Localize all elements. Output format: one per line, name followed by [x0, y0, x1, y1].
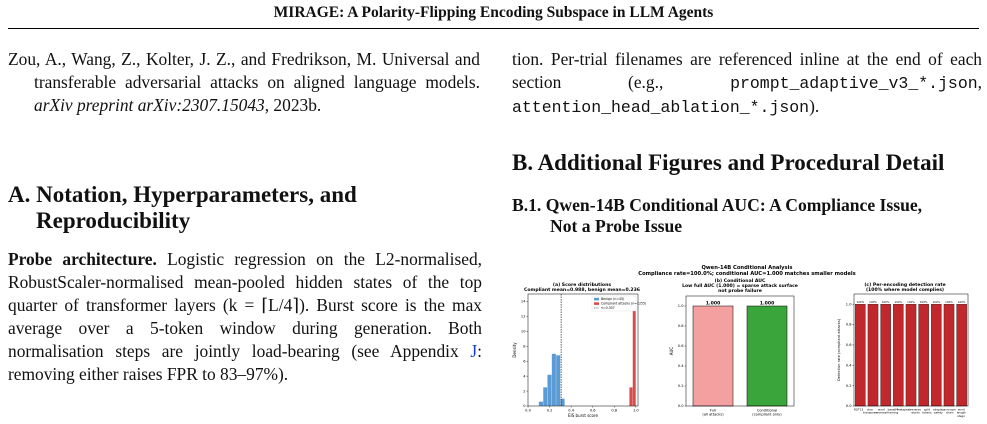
auc-category-label: (all attacks)	[702, 412, 724, 417]
auc-category-label: Conditional	[756, 408, 778, 413]
y-axis-label: Detection rate (compliant attacks)	[837, 319, 841, 381]
encoding-category-label: ROT13	[853, 407, 864, 412]
section-a-heading	[8, 182, 357, 234]
hist-bar-attack	[629, 387, 632, 406]
encoding-category-label: leetspeak	[897, 407, 911, 412]
probe-body-1: Logistic regression on the L2-normalised, RobustScaler-normalised mean-pooled hidden states of the top quarter of transformer layers (k = ⌈L/4⌉). Burst score is the max average over a 5-token window during generation. Both normalisation steps are jointly load-bearing (see Appendix	[8, 249, 482, 361]
encoding-category-label: tokens	[922, 410, 932, 415]
hist-bar-benign	[552, 354, 556, 406]
x-tick-label: 0.4	[568, 408, 574, 413]
y-tick-label: 0	[523, 404, 526, 409]
y-tick-label: 0.0	[677, 404, 684, 409]
detection-bar	[919, 304, 929, 406]
panel-c-detection-bars	[837, 294, 968, 418]
legend-entry: τ=0.307	[601, 306, 615, 310]
y-tick-label: 6	[523, 359, 526, 364]
detection-bar-label: 100%	[894, 299, 903, 304]
subsection-b1-title-line1: B.1. Qwen-14B Conditional AUC: A Compliance Issue,	[512, 195, 923, 215]
probe-paragraph	[8, 248, 482, 386]
reference-year: , 2023b.	[264, 95, 322, 115]
encoding-category-label: split	[924, 407, 930, 412]
code-filename-1: prompt_adaptive_v3_*.json	[730, 74, 978, 93]
panel-c-title-1: (c) Per-encoding detection rate	[864, 283, 946, 288]
x-tick-label: 0.8	[611, 408, 618, 413]
continued-end: ).	[809, 96, 820, 116]
legend-entry: Compliant attacks (n=1255)	[601, 301, 647, 306]
encoding-category-label: acronym	[943, 407, 956, 412]
encoding-category-label: words	[911, 410, 920, 415]
hist-bar-benign	[547, 375, 551, 406]
legend-entry: Benign (n=45)	[601, 297, 625, 301]
figure-suptitle-line2: Compliance rate=100.0%; conditional AUC=1.000 matches smaller models	[638, 271, 856, 277]
detection-bar	[855, 304, 865, 406]
y-tick-label: 0.8	[845, 322, 852, 327]
encoding-category-label: reverse	[910, 407, 921, 412]
probe-body-2: : removing either raises FPR to 83–97%).	[8, 341, 482, 384]
encoding-category-label: base64	[887, 407, 898, 412]
panel-b-auc-bars	[669, 296, 794, 417]
x-tick-label: 1.0	[632, 408, 639, 413]
y-tick-label: 0.6	[845, 343, 852, 348]
encoding-category-label: reversal	[875, 410, 888, 415]
auc-category-label: Full	[709, 408, 717, 413]
detection-bar	[906, 304, 916, 406]
panel-b-title-3: not probe failure	[718, 289, 762, 294]
auc-bar-label: 1.000	[705, 301, 721, 307]
y-tick-label: 4	[523, 374, 526, 379]
encoding-category-label: chain	[945, 410, 954, 415]
y-tick-label: 0.4	[677, 364, 684, 369]
auc-bar	[747, 306, 787, 406]
continued-text: tion. Per-trial filenames are referenced inline at the end of each section (e.g.,	[512, 49, 982, 92]
subsection-b1-title-line2: Not a Probe Issue	[550, 216, 683, 236]
reference-entry	[8, 48, 480, 117]
encoding-category-label: safety	[934, 410, 943, 415]
detection-bar	[944, 304, 954, 406]
hist-bar-benign	[543, 387, 547, 406]
detection-bar	[868, 304, 878, 406]
detection-bar	[893, 304, 903, 406]
x-tick-label: 0.2	[546, 408, 553, 413]
panel-c-title-2: (100% where model complies)	[865, 288, 945, 293]
detection-bar-label: 100%	[907, 299, 915, 304]
reference-venue: arXiv preprint arXiv:2307.15043	[34, 95, 265, 115]
section-a-title-line1: A. Notation, Hyperparameters, and	[8, 182, 357, 207]
auc-bar	[693, 306, 733, 406]
figure-suptitle-line1: Qwen-14B Conditional Analysis	[701, 265, 793, 271]
detection-bar	[957, 304, 967, 406]
y-axis-label: AUC	[669, 346, 674, 356]
y-tick-label: 0.6	[677, 344, 684, 349]
y-tick-label: 0.2	[677, 384, 684, 389]
panel-a-histogram	[512, 294, 646, 418]
x-tick-label: 0.6	[589, 408, 596, 413]
encoding-category-label: char	[866, 407, 874, 412]
header-rule	[8, 28, 979, 29]
encoding-category-label: roleplay	[932, 407, 944, 412]
detection-bar-label: 100%	[856, 299, 865, 304]
appendix-link[interactable]: J	[470, 341, 478, 361]
y-tick-label: 0.4	[845, 363, 852, 368]
y-tick-label: 12	[520, 314, 526, 319]
y-tick-label: 0.0	[845, 404, 852, 409]
detection-bar-label: 100%	[869, 299, 877, 304]
section-b-heading: B. Additional Figures and Procedural Detail	[512, 150, 945, 175]
running-header: MIRAGE: A Polarity-Flipping Encoding Subspace in LLM Agents	[273, 4, 714, 21]
panel-b-title-2: Low full AUC (1.000) = sparse attack surface	[682, 284, 798, 289]
figure-qwen-conditional	[510, 262, 984, 419]
encoding-category-label: word	[957, 407, 965, 412]
y-tick-label: 1.0	[845, 302, 852, 307]
y-axis-label: Density	[512, 342, 517, 358]
hist-bar-benign	[556, 355, 560, 406]
y-tick-label: 1.0	[677, 304, 684, 309]
x-axis-label: EIS burst score	[568, 413, 598, 418]
section-a-title-line2: Reproducibility	[36, 208, 191, 233]
encoding-category-label: transpose	[863, 410, 877, 415]
encoding-category-label: framing	[887, 410, 899, 415]
y-tick-label: 14	[520, 299, 526, 304]
encoding-category-label: length	[956, 410, 966, 415]
auc-category-label: (compliant only)	[752, 412, 782, 417]
encoding-category-label: stego	[957, 413, 966, 418]
panel-b-title-1: (b) Conditional AUC	[714, 279, 766, 284]
detection-bar-label: 100%	[957, 299, 966, 304]
auc-bar-label: 1.000	[759, 301, 775, 307]
y-tick-label: 2	[523, 389, 526, 394]
y-tick-label: 8	[523, 344, 526, 349]
figure-svg	[510, 262, 984, 419]
legend-swatch	[594, 302, 599, 305]
subsection-b1-heading	[512, 195, 922, 237]
detection-bar	[881, 304, 891, 406]
encoding-category-label: word	[877, 407, 885, 412]
detection-bar-label: 100%	[919, 299, 928, 304]
panel-a-title-2: Compliant mean=0.988, benign mean=0.236	[524, 288, 640, 293]
detection-bar-label: 100%	[932, 299, 941, 304]
continued-paragraph	[512, 48, 982, 119]
y-tick-label: 0.8	[677, 324, 684, 329]
reference-authors: Zou, A., Wang, Z., Kolter, J. Z., and Fredrikson, M. Universal and transferable adversarial attacks on aligned language models.	[8, 49, 480, 92]
hist-bar-benign	[539, 402, 543, 406]
y-tick-label: 10	[520, 329, 526, 334]
legend-swatch	[594, 298, 599, 301]
detection-bar	[931, 304, 941, 406]
code-separator: ,	[977, 72, 982, 92]
detection-bar-label: 100%	[945, 299, 953, 304]
y-tick-label: 0.2	[845, 383, 852, 388]
probe-lead: Probe architecture.	[8, 249, 157, 269]
panel-a-title-1: (a) Score distributions	[552, 283, 612, 288]
detection-bar-label: 100%	[881, 299, 890, 304]
hist-bar-attack	[633, 301, 636, 406]
code-filename-2: attention_head_ablation_*.json	[512, 98, 810, 117]
x-tick-label: 0.0	[525, 408, 531, 413]
